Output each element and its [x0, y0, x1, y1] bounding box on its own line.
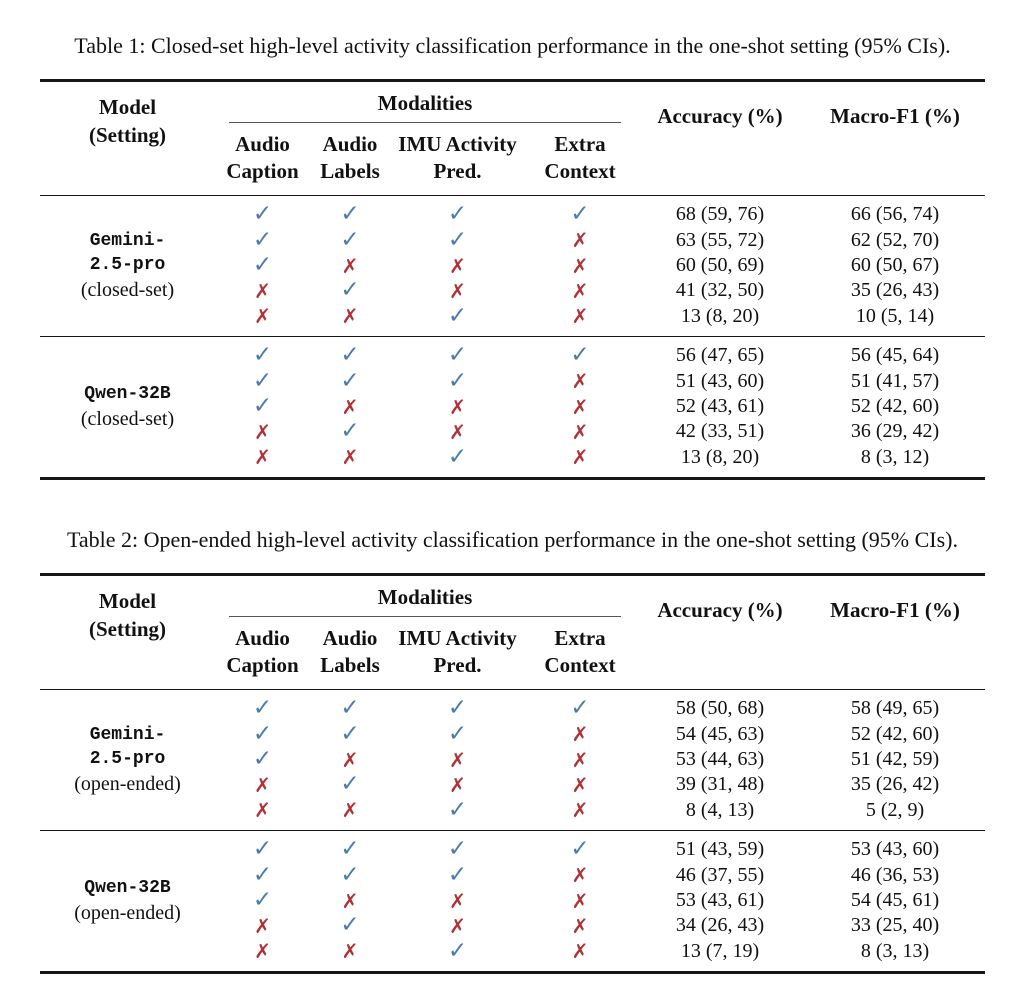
cross-icon: ✗	[571, 228, 589, 253]
cross-icon: ✗	[341, 394, 359, 419]
group-rows	[215, 337, 985, 477]
macro-f1-value: 56 (45, 64)	[850, 344, 940, 367]
model-label-cell	[40, 690, 215, 830]
cross-icon: ✗	[254, 798, 271, 823]
check-icon: ✓	[570, 695, 590, 722]
audio-caption-header-line1: Audio	[235, 131, 290, 156]
macro-f1-value: 36 (29, 42)	[850, 420, 940, 443]
cross-icon: ✗	[341, 888, 359, 913]
macro-f1-value: 52 (42, 60)	[850, 722, 940, 745]
table-1-header	[40, 79, 985, 197]
table-row	[215, 253, 985, 278]
cross-icon: ✗	[449, 419, 466, 444]
check-icon: ✓	[570, 836, 590, 863]
table-row	[215, 798, 985, 823]
table-1-caption: Table 1: Closed-set high-level activity classification performance in the one-shot setting (95% CIs).	[74, 33, 951, 58]
accuracy-value: 52 (43, 61)	[675, 395, 765, 418]
model-group-gemini-closed	[40, 196, 985, 336]
model-group-qwen-closed	[40, 336, 985, 477]
check-icon: ✓	[340, 836, 360, 863]
accuracy-value: 63 (55, 72)	[675, 228, 765, 251]
cross-icon: ✗	[341, 747, 359, 772]
modalities-header: Modalities	[229, 585, 621, 617]
accuracy-value: 68 (59, 76)	[675, 203, 765, 226]
modalities-header: Modalities	[229, 91, 621, 123]
extra-context-header	[525, 617, 635, 680]
audio-labels-header-line2: Labels	[320, 652, 380, 677]
imu-activity-header-line2: Pred.	[433, 158, 482, 183]
cross-icon: ✗	[571, 278, 589, 303]
model-setting-label: (open-ended)	[74, 902, 181, 925]
cross-icon: ✗	[571, 888, 589, 913]
model-name-line1: Qwen-32B	[84, 383, 171, 404]
check-icon: ✓	[252, 720, 273, 747]
cross-icon: ✗	[341, 798, 359, 823]
table-row	[215, 747, 985, 772]
audio-caption-header	[215, 123, 310, 186]
cross-icon: ✗	[254, 419, 271, 444]
extra-context-header-line1: Extra	[554, 625, 606, 650]
check-icon: ✓	[340, 912, 360, 939]
model-name-line2: 2.5-pro	[89, 749, 166, 770]
macro-f1-value: 66 (56, 74)	[850, 203, 940, 226]
check-icon: ✓	[447, 201, 468, 228]
model-group-qwen-open	[40, 830, 985, 971]
model-name-line1: Qwen-32B	[84, 877, 171, 898]
check-icon: ✓	[252, 367, 273, 394]
accuracy-value: 34 (26, 43)	[675, 914, 765, 937]
table-row	[215, 368, 985, 393]
macro-f1-value: 58 (49, 65)	[850, 697, 940, 720]
macro-f1-value: 35 (26, 43)	[850, 279, 940, 302]
audio-labels-header	[310, 123, 390, 186]
table-row	[215, 696, 985, 721]
accuracy-value: 54 (45, 63)	[675, 722, 765, 745]
check-icon: ✓	[570, 342, 590, 369]
table-2-caption: Table 2: Open-ended high-level activity classification performance in the one-shot setting (95% CIs).	[66, 527, 958, 552]
extra-context-header	[525, 123, 635, 186]
check-icon: ✓	[340, 342, 360, 369]
check-icon: ✓	[447, 302, 468, 329]
accuracy-header: Accuracy (%)	[657, 597, 783, 622]
table-row	[215, 343, 985, 368]
cross-icon: ✗	[341, 939, 359, 964]
cross-icon: ✗	[571, 798, 589, 823]
macro-f1-value: 54 (45, 61)	[850, 889, 940, 912]
table-row	[215, 862, 985, 887]
cross-icon: ✗	[254, 913, 271, 938]
extra-context-header-line2: Context	[544, 158, 616, 183]
accuracy-value: 53 (44, 63)	[675, 748, 765, 771]
audio-caption-header-line1: Audio	[235, 625, 290, 650]
accuracy-value: 51 (43, 60)	[675, 369, 765, 392]
check-icon: ✓	[340, 695, 360, 722]
group-rows	[215, 690, 985, 830]
macro-f1-value: 33 (25, 40)	[850, 914, 940, 937]
audio-labels-header-line1: Audio	[322, 625, 378, 650]
accuracy-value: 13 (8, 20)	[680, 445, 760, 468]
cross-icon: ✗	[341, 445, 359, 470]
cross-icon: ✗	[571, 394, 589, 419]
model-setting-header	[40, 585, 215, 680]
check-icon: ✓	[340, 418, 360, 445]
extra-context-header-line2: Context	[544, 652, 616, 677]
check-icon: ✓	[252, 252, 273, 279]
table-row	[215, 394, 985, 419]
cross-icon: ✗	[254, 445, 271, 470]
check-icon: ✓	[340, 201, 360, 228]
check-icon: ✓	[447, 720, 468, 747]
table-row	[215, 721, 985, 746]
model-name-line1: Gemini-	[89, 230, 166, 251]
cross-icon: ✗	[341, 253, 359, 278]
audio-labels-header-line1: Audio	[322, 131, 378, 156]
imu-activity-header-line1: IMU Activity	[398, 131, 517, 156]
check-icon: ✓	[447, 695, 468, 722]
check-icon: ✓	[340, 771, 360, 798]
cross-icon: ✗	[449, 913, 466, 938]
audio-labels-header-line2: Labels	[320, 158, 380, 183]
accuracy-value: 53 (43, 61)	[675, 889, 765, 912]
model-group-gemini-open	[40, 690, 985, 830]
check-icon: ✓	[570, 201, 590, 228]
table-2-header	[40, 573, 985, 691]
extra-context-header-line1: Extra	[554, 131, 606, 156]
imu-activity-header	[390, 123, 525, 186]
table-1	[40, 79, 985, 481]
check-icon: ✓	[252, 861, 273, 888]
cross-icon: ✗	[254, 304, 271, 329]
accuracy-value: 42 (33, 51)	[675, 420, 765, 443]
model-label-cell	[40, 337, 215, 477]
table-1-section	[40, 32, 985, 480]
cross-icon: ✗	[254, 772, 271, 797]
check-icon: ✓	[447, 861, 468, 888]
cross-icon: ✗	[571, 747, 589, 772]
macro-f1-value: 8 (3, 13)	[860, 939, 930, 962]
model-header-line1: Model	[98, 588, 157, 613]
audio-caption-header-line2: Caption	[226, 158, 299, 183]
check-icon: ✓	[252, 695, 273, 722]
model-name-line2: 2.5-pro	[89, 255, 166, 276]
model-header-line1: Model	[98, 94, 157, 119]
cross-icon: ✗	[571, 253, 589, 278]
model-setting-label: (open-ended)	[74, 773, 181, 796]
cross-icon: ✗	[341, 304, 359, 329]
cross-icon: ✗	[571, 419, 589, 444]
model-setting-header	[40, 91, 215, 186]
cross-icon: ✗	[571, 369, 589, 394]
table-row	[215, 772, 985, 797]
model-header-line2: (Setting)	[89, 122, 166, 147]
accuracy-value: 46 (37, 55)	[675, 863, 765, 886]
accuracy-value: 60 (50, 69)	[675, 254, 765, 277]
model-setting-label: (closed-set)	[80, 408, 175, 431]
check-icon: ✓	[447, 367, 468, 394]
cross-icon: ✗	[449, 394, 466, 419]
group-rows	[215, 831, 985, 971]
check-icon: ✓	[340, 277, 360, 304]
table-row	[215, 939, 985, 964]
check-icon: ✓	[447, 836, 468, 863]
imu-activity-header-line2: Pred.	[433, 652, 482, 677]
check-icon: ✓	[252, 887, 273, 914]
cross-icon: ✗	[449, 772, 466, 797]
audio-caption-header-line2: Caption	[226, 652, 299, 677]
audio-labels-header	[310, 617, 390, 680]
check-icon: ✓	[447, 937, 468, 964]
accuracy-value: 41 (32, 50)	[675, 279, 765, 302]
table-row	[215, 837, 985, 862]
check-icon: ✓	[340, 226, 360, 253]
check-icon: ✓	[252, 393, 273, 420]
cross-icon: ✗	[571, 772, 589, 797]
check-icon: ✓	[447, 226, 468, 253]
table-row	[215, 913, 985, 938]
accuracy-value: 58 (50, 68)	[675, 697, 765, 720]
cross-icon: ✗	[449, 888, 466, 913]
check-icon: ✓	[447, 796, 468, 823]
check-icon: ✓	[252, 201, 273, 228]
cross-icon: ✗	[571, 913, 589, 938]
cross-icon: ✗	[449, 747, 466, 772]
accuracy-value: 13 (8, 20)	[680, 304, 760, 327]
table-row	[215, 227, 985, 252]
table-row	[215, 445, 985, 470]
imu-activity-header	[390, 617, 525, 680]
check-icon: ✓	[340, 861, 360, 888]
cross-icon: ✗	[254, 278, 271, 303]
check-icon: ✓	[252, 342, 273, 369]
accuracy-value: 39 (31, 48)	[675, 773, 765, 796]
check-icon: ✓	[252, 226, 273, 253]
accuracy-value: 51 (43, 59)	[675, 838, 765, 861]
cross-icon: ✗	[449, 253, 466, 278]
macro-f1-value: 10 (5, 14)	[855, 304, 935, 327]
model-label-cell	[40, 196, 215, 336]
cross-icon: ✗	[571, 939, 589, 964]
cross-icon: ✗	[571, 445, 589, 470]
check-icon: ✓	[447, 443, 468, 470]
table-row	[215, 202, 985, 227]
table-row	[215, 304, 985, 329]
check-icon: ✓	[252, 836, 273, 863]
cross-icon: ✗	[571, 722, 589, 747]
check-icon: ✓	[252, 746, 273, 773]
model-label-cell	[40, 831, 215, 971]
table-row	[215, 888, 985, 913]
table-2	[40, 573, 985, 975]
check-icon: ✓	[340, 720, 360, 747]
accuracy-header: Accuracy (%)	[657, 103, 783, 128]
macro-f1-header: Macro-F1 (%)	[830, 103, 960, 128]
macro-f1-value: 51 (42, 59)	[850, 748, 940, 771]
cross-icon: ✗	[254, 939, 271, 964]
macro-f1-value: 60 (50, 67)	[850, 254, 940, 277]
model-setting-label: (closed-set)	[80, 279, 175, 302]
cross-icon: ✗	[571, 304, 589, 329]
audio-caption-header	[215, 617, 310, 680]
macro-f1-value: 8 (3, 12)	[860, 445, 930, 468]
macro-f1-value: 51 (41, 57)	[850, 369, 940, 392]
model-header-line2: (Setting)	[89, 616, 166, 641]
macro-f1-value: 52 (42, 60)	[850, 395, 940, 418]
macro-f1-value: 62 (52, 70)	[850, 228, 940, 251]
check-icon: ✓	[447, 342, 468, 369]
check-icon: ✓	[340, 367, 360, 394]
group-rows	[215, 196, 985, 336]
accuracy-value: 8 (4, 13)	[685, 798, 755, 821]
accuracy-value: 13 (7, 19)	[680, 939, 760, 962]
cross-icon: ✗	[571, 863, 589, 888]
accuracy-value: 56 (47, 65)	[675, 344, 765, 367]
cross-icon: ✗	[449, 278, 466, 303]
macro-f1-value: 53 (43, 60)	[850, 838, 940, 861]
table-row	[215, 278, 985, 303]
table-2-section	[40, 526, 985, 974]
macro-f1-value: 35 (26, 42)	[850, 773, 940, 796]
macro-f1-value: 46 (36, 53)	[850, 863, 940, 886]
macro-f1-value: 5 (2, 9)	[865, 798, 925, 821]
macro-f1-header: Macro-F1 (%)	[830, 597, 960, 622]
table-row	[215, 419, 985, 444]
imu-activity-header-line1: IMU Activity	[398, 625, 517, 650]
model-name-line1: Gemini-	[89, 724, 166, 745]
